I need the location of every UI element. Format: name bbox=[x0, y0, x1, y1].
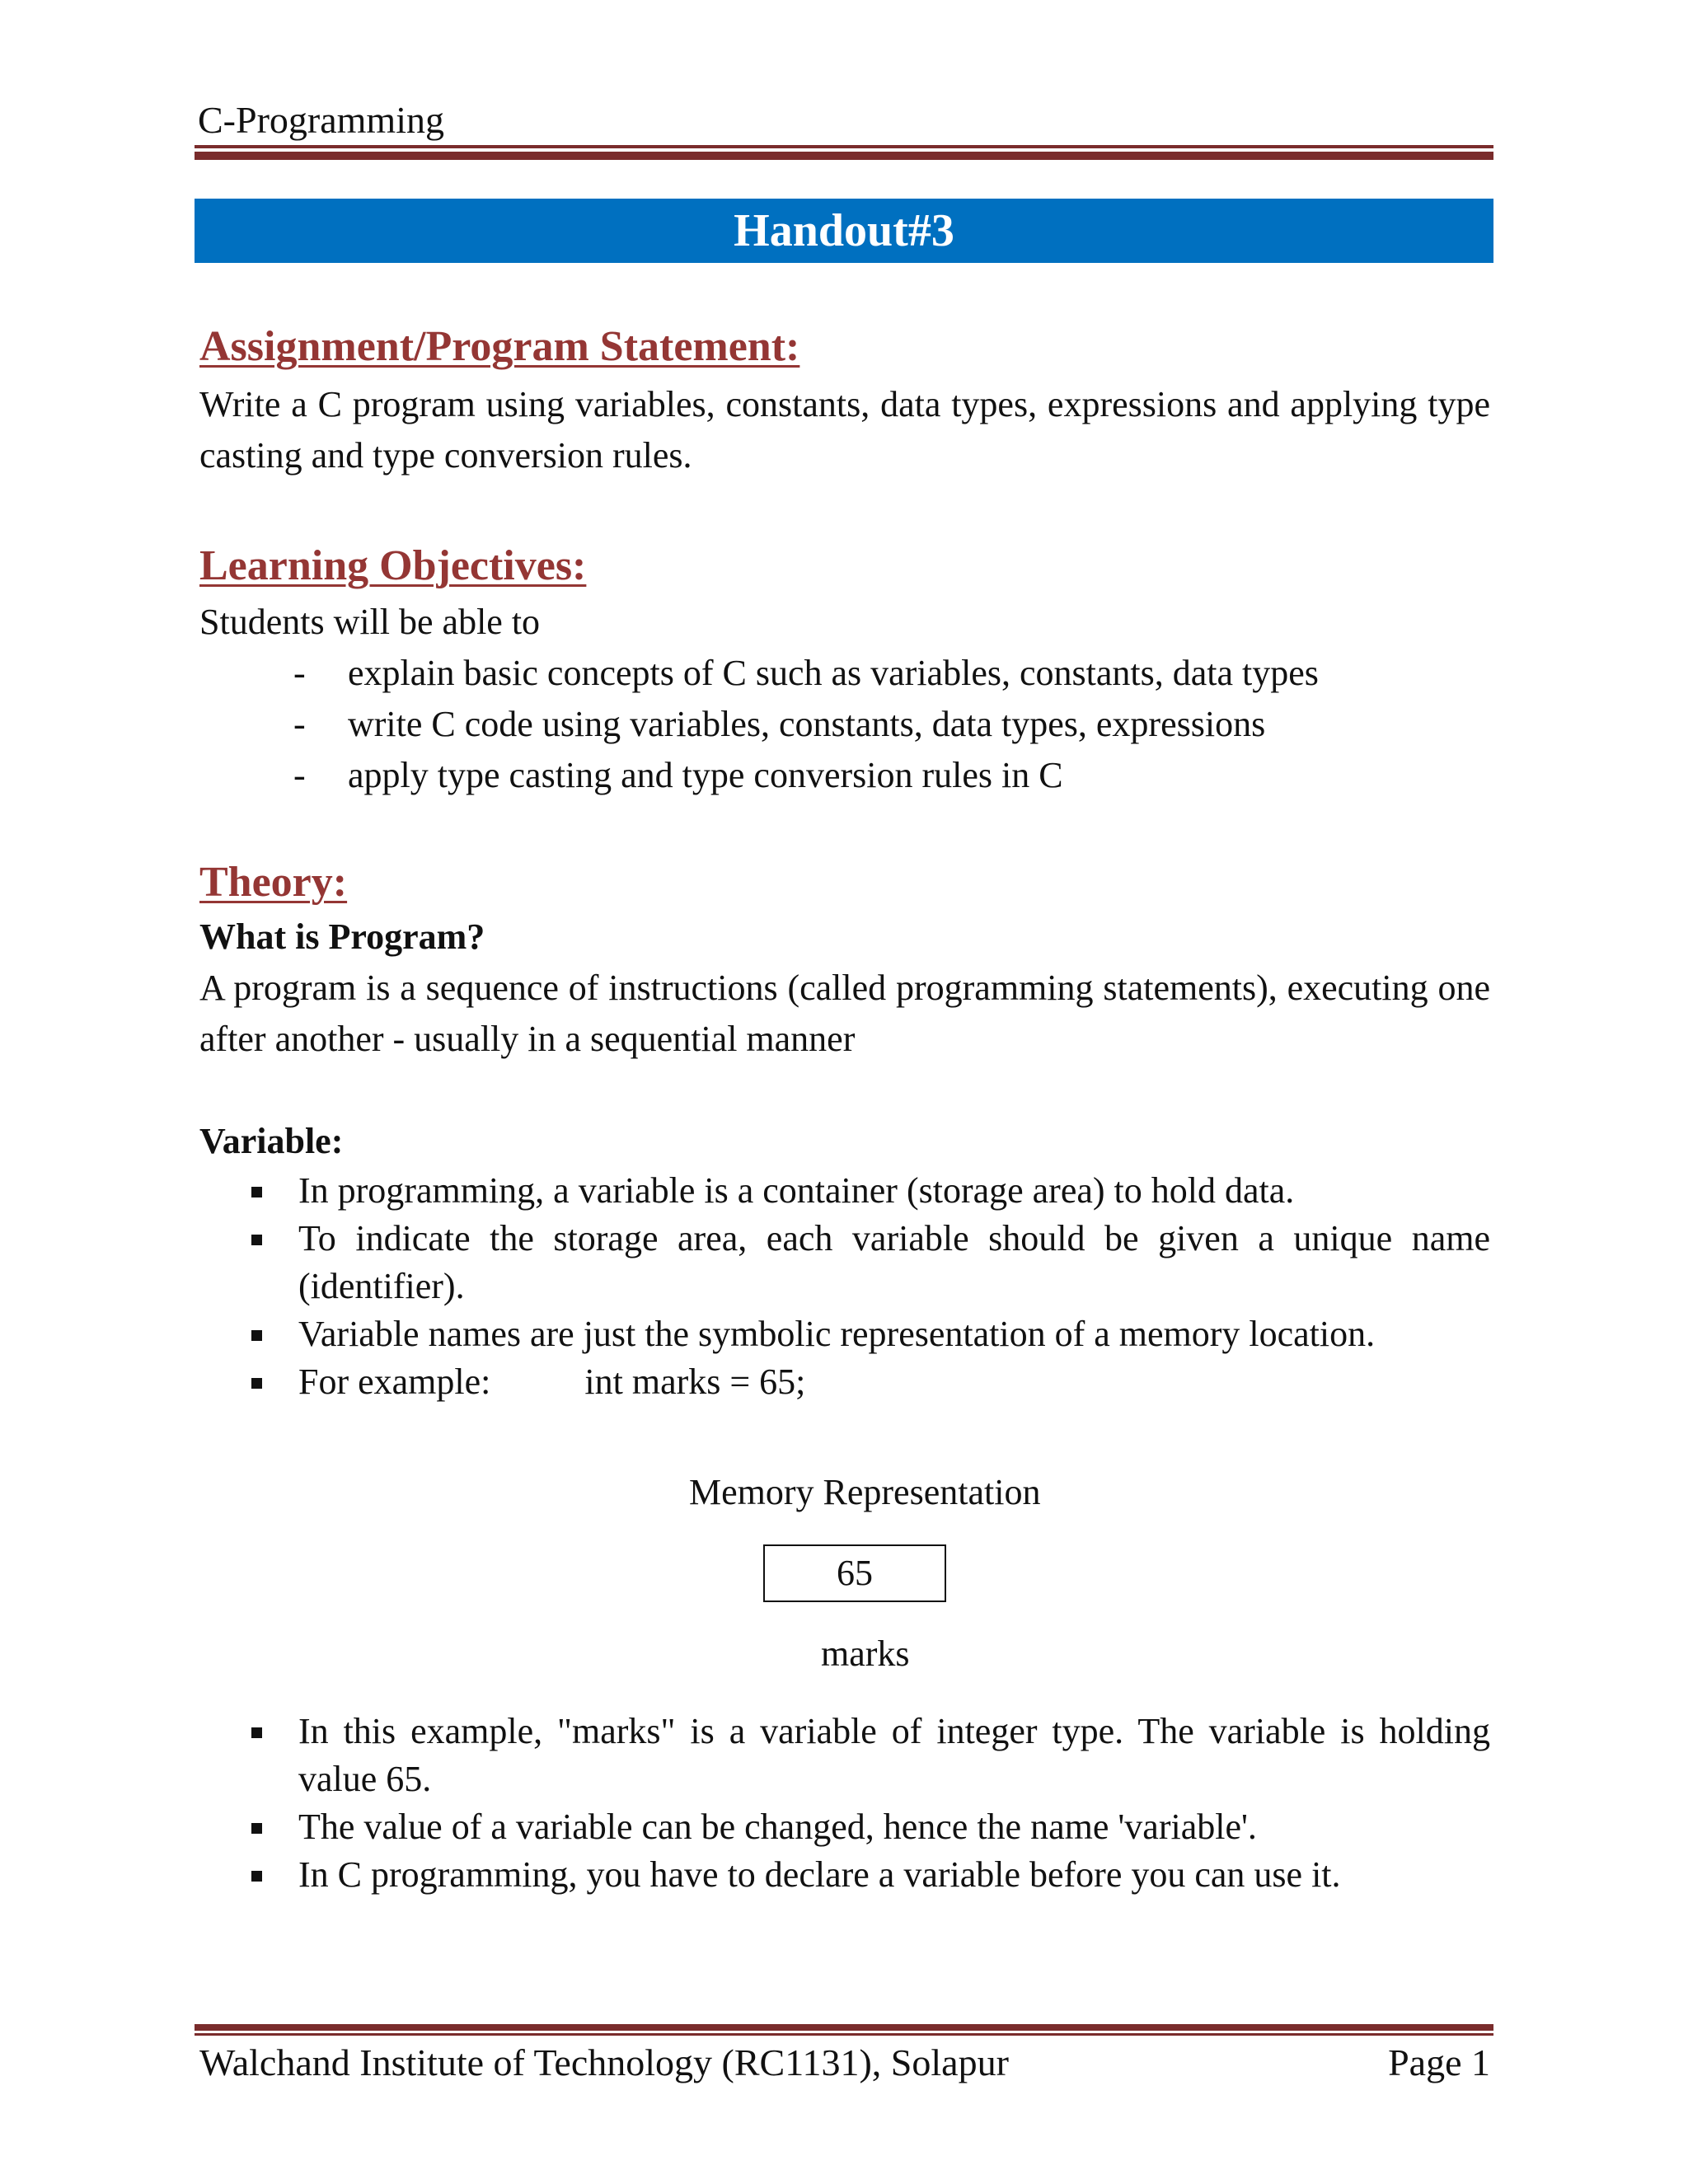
example-code: int marks = 65; bbox=[584, 1361, 806, 1402]
square-bullet-icon bbox=[251, 1330, 262, 1341]
assignment-heading: Assignment/Program Statement: bbox=[199, 323, 800, 370]
square-bullet-icon bbox=[251, 1187, 262, 1197]
objectives-list bbox=[293, 648, 1319, 801]
assignment-text: Write a C program using variables, constants, data types, expressions and applying type casting and type conversion rules. bbox=[199, 384, 1490, 476]
example-label: For example: bbox=[298, 1361, 491, 1402]
handout-banner: Handout#3 bbox=[195, 199, 1493, 263]
header-rule bbox=[195, 145, 1493, 160]
list-item bbox=[247, 1803, 1490, 1851]
list-item bbox=[247, 1358, 1490, 1406]
dash-bullet: - bbox=[293, 755, 306, 795]
page-number: Page 1 bbox=[1388, 2041, 1490, 2083]
page-header-title: C-Programming bbox=[198, 99, 444, 141]
variable-point: Variable names are just the symbolic representation of a memory location. bbox=[298, 1314, 1376, 1354]
list-item bbox=[293, 750, 1319, 801]
variable-heading: Variable: bbox=[199, 1121, 344, 1161]
objectives-intro: Students will be able to bbox=[199, 602, 541, 642]
theory-heading: Theory: bbox=[199, 859, 348, 906]
square-bullet-icon bbox=[251, 1871, 262, 1882]
program-question: What is Program? bbox=[199, 916, 485, 957]
variable-point: To indicate the storage area, each variable should be given a unique name (identifier). bbox=[298, 1218, 1490, 1306]
footer-institute: Walchand Institute of Technology (RC1131), Solapur bbox=[199, 2041, 1009, 2083]
square-bullet-icon bbox=[251, 1823, 262, 1834]
list-item bbox=[247, 1851, 1490, 1899]
variable-note: In this example, "marks" is a variable of integer type. The variable is holding value 65. bbox=[298, 1711, 1490, 1799]
footer-rule bbox=[195, 2024, 1493, 2036]
variable-list bbox=[247, 1167, 1490, 1406]
list-item bbox=[247, 1167, 1490, 1215]
list-item bbox=[293, 648, 1319, 699]
variable-note: The value of a variable can be changed, hence the name 'variable'. bbox=[298, 1807, 1257, 1847]
list-item bbox=[293, 699, 1319, 750]
variable-notes-list bbox=[247, 1708, 1490, 1899]
variable-note: In C programming, you have to declare a variable before you can use it. bbox=[298, 1854, 1341, 1895]
memory-representation-title: Memory Representation bbox=[689, 1472, 1041, 1512]
dash-bullet: - bbox=[293, 653, 306, 693]
square-bullet-icon bbox=[251, 1727, 262, 1738]
memory-cell: 65 bbox=[763, 1544, 946, 1602]
dash-bullet: - bbox=[293, 704, 306, 744]
objectives-heading: Learning Objectives: bbox=[199, 542, 587, 589]
objective-text: explain basic concepts of C such as variables, constants, data types bbox=[348, 653, 1319, 693]
variable-point: In programming, a variable is a container (storage area) to hold data. bbox=[298, 1170, 1295, 1211]
memory-cell-label: marks bbox=[821, 1633, 910, 1674]
square-bullet-icon bbox=[251, 1235, 262, 1245]
list-item bbox=[247, 1708, 1490, 1803]
objective-text: write C code using variables, constants, data types, expressions bbox=[348, 704, 1266, 744]
square-bullet-icon bbox=[251, 1378, 262, 1389]
list-item bbox=[247, 1310, 1490, 1358]
list-item bbox=[247, 1215, 1490, 1310]
objective-text: apply type casting and type conversion rules in C bbox=[348, 755, 1063, 795]
program-definition: A program is a sequence of instructions (called programming statements), executing one after another - usually in a sequential manner bbox=[199, 968, 1490, 1059]
